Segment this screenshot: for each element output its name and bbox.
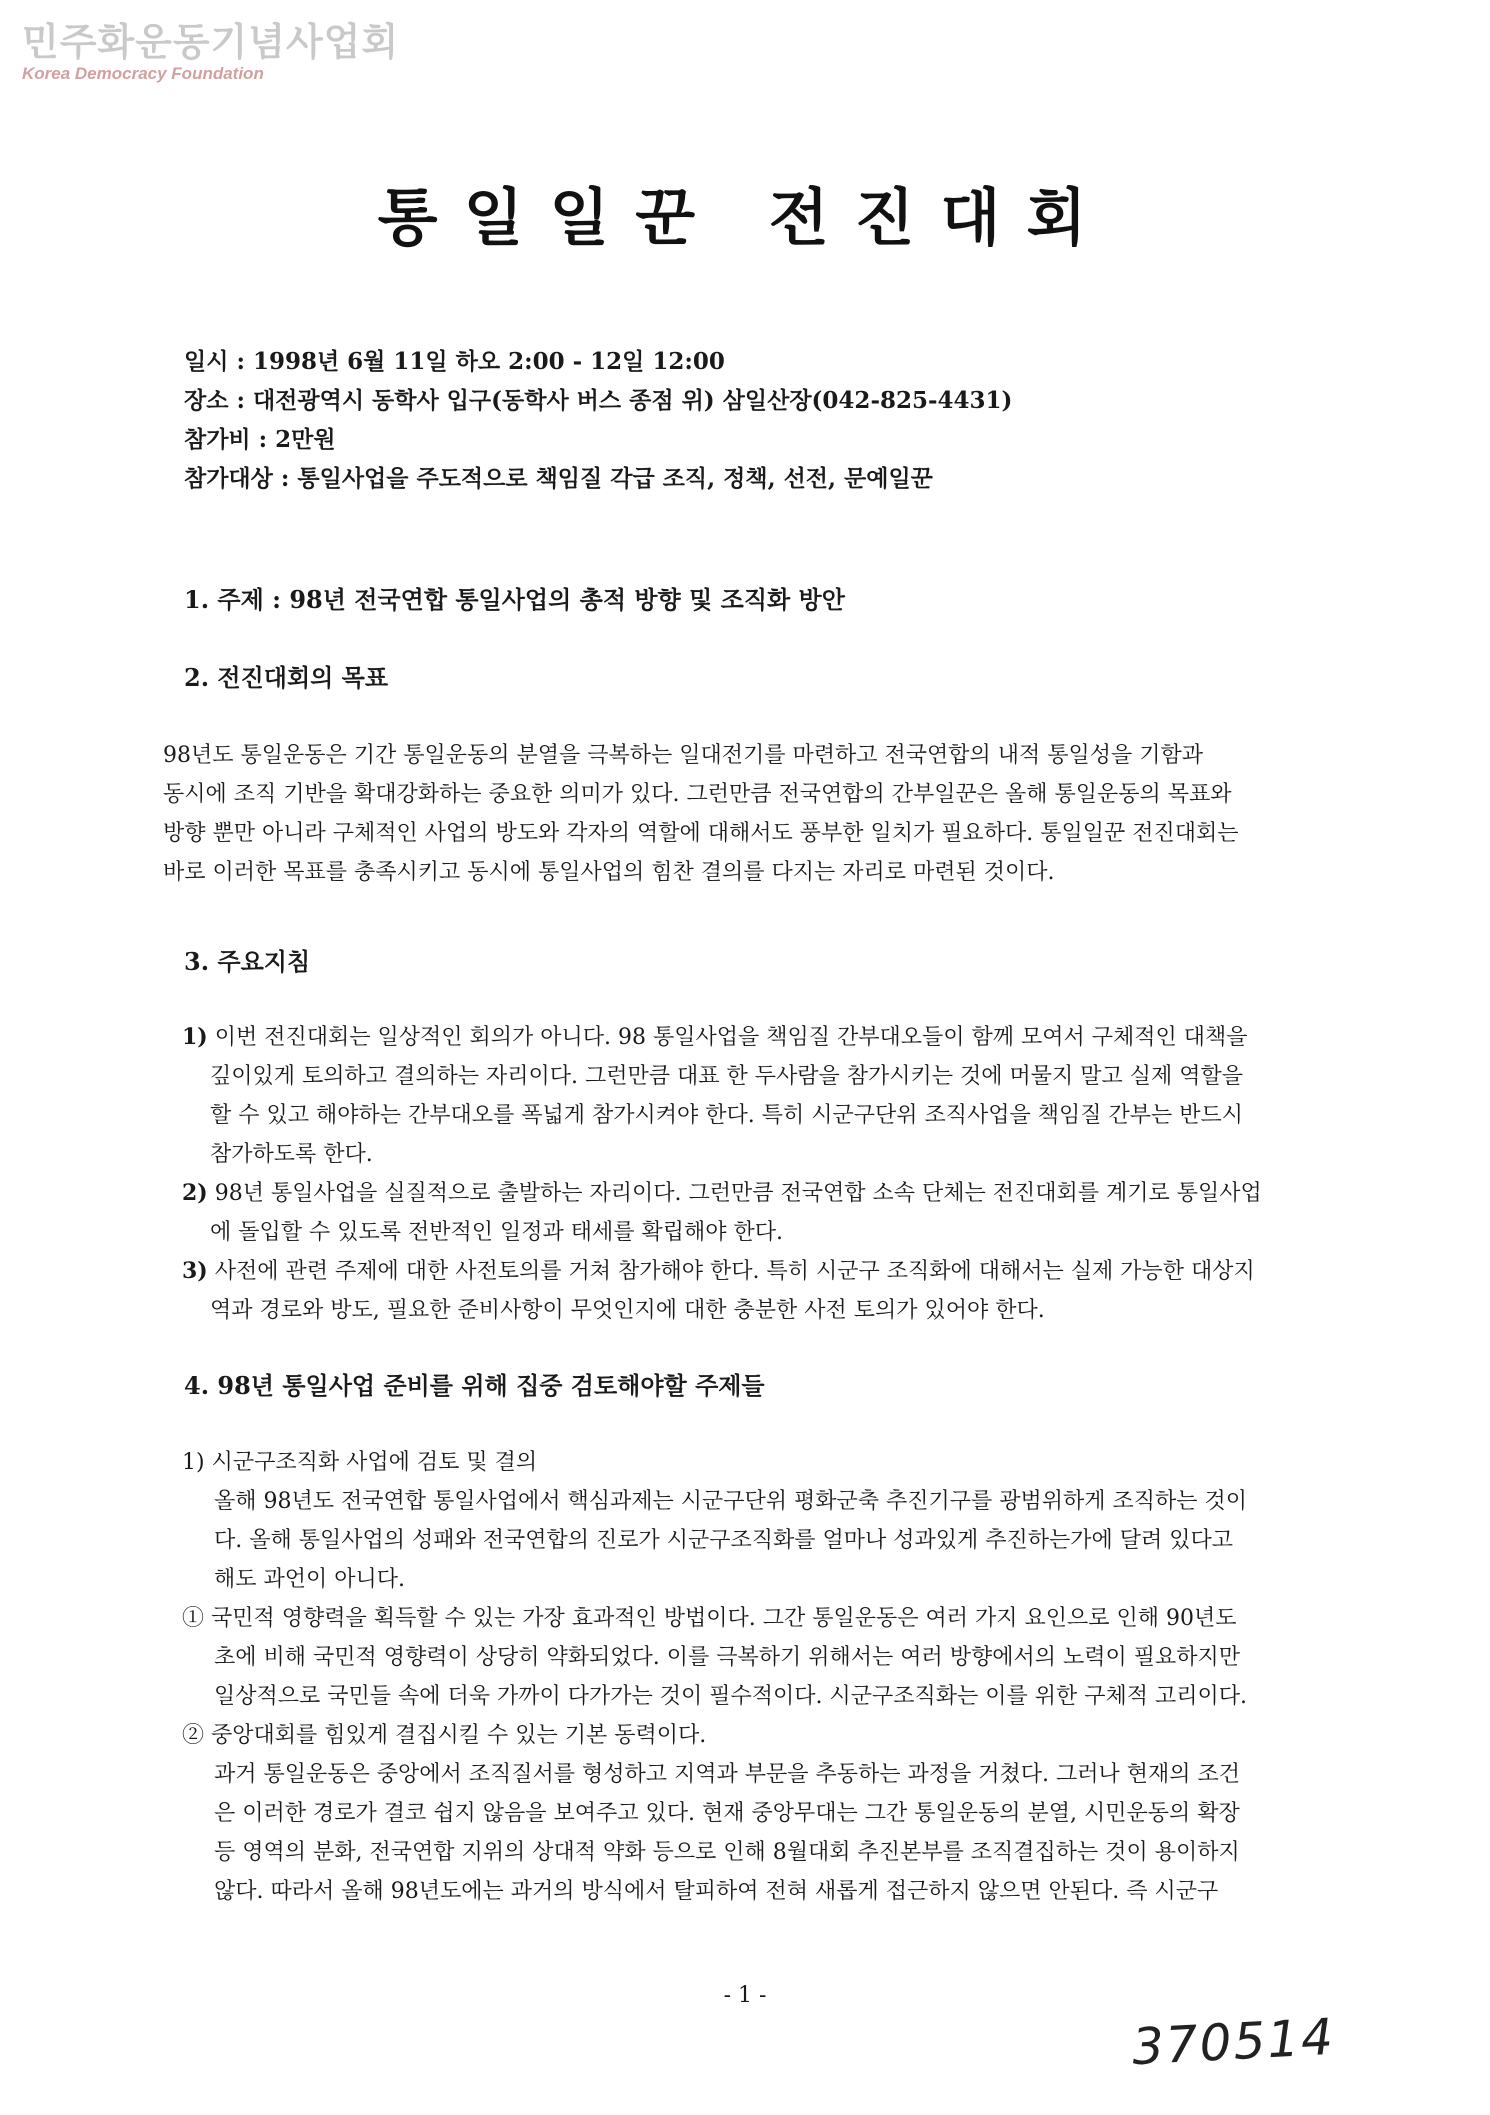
guideline-line: 역과 경로와 방도, 필요한 준비사항이 무엇인지에 대한 충분한 사전 토의가 있어야 한다.: [210, 1298, 1045, 1323]
circle-2-line: 과거 통일운동은 중앙에서 조직질서를 형성하고 지역과 부문을 추동하는 과정을 거쳤다. 그러나 현재의 조건: [214, 1762, 1241, 1787]
guideline-number: 2): [182, 1180, 208, 1206]
guideline-line: 이번 전진대회는 일상적인 회의가 아니다. 98 통일사업을 책임질 간부대오들이 함께 모여서 구체적인 대책을: [214, 1025, 1248, 1050]
topic-1-line: 다. 올해 통일사업의 성패와 전국연합의 진로가 시군구조직화를 얼마나 성과있게 추진하는가에 달려 있다고: [214, 1528, 1234, 1553]
goal-line: 바로 이러한 목표를 충족시키고 동시에 통일사업의 힘찬 결의를 다지는 자리로 마련된 것이다.: [163, 860, 1055, 885]
goal-line: 동시에 조직 기반을 확대강화하는 중요한 의미가 있다. 그런만큼 전국연합의 간부일꾼은 올해 통일운동의 목표와: [163, 782, 1232, 807]
info-place: 장소 : 대전광역시 동학사 입구(동학사 버스 종점 위) 삼일산장(042-825-4431): [184, 387, 1013, 414]
watermark-english: Korea Democracy Foundation: [22, 64, 264, 83]
topic-1-line: 올해 98년도 전국연합 통일사업에서 핵심과제는 시군구단위 평화군축 추진기구를 광범위하게 조직하는 것이: [214, 1489, 1248, 1514]
circle-2-line: 등 영역의 분화, 전국연합 지위의 상대적 약화 등으로 인해 8월대회 추진본부를 조직결집하는 것이 용이하지: [214, 1840, 1240, 1865]
document-title: 통일일꾼 전진대회: [377, 181, 1113, 254]
topic-1-heading: 1) 시군구조직화 사업에 검토 및 결의: [182, 1450, 538, 1475]
guideline-line: 깊이있게 토의하고 결의하는 자리이다. 그런만큼 대표 한 두사람을 참가시키는 것에 머물지 말고 실제 역할을: [210, 1064, 1243, 1089]
guideline-line: 할 수 있고 해야하는 간부대오를 폭넓게 참가시켜야 한다. 특히 시군구단위 조직사업을 책임질 간부는 반드시: [210, 1103, 1243, 1128]
section-2-heading: 2. 전진대회의 목표: [184, 663, 389, 692]
watermark-korean: 민주화운동기념사업회: [22, 20, 400, 64]
guideline-number: 1): [182, 1024, 208, 1050]
page-number: - 1 -: [723, 1983, 767, 2008]
guideline-line: 사전에 관련 주제에 대한 사전토의를 거쳐 참가해야 한다. 특히 시군구 조직화에 대해서는 실제 가능한 대상지: [214, 1259, 1255, 1284]
goal-line: 방향 뿐만 아니라 구체적인 사업의 방도와 각자의 역할에 대해서도 풍부한 일치가 필요하다. 통일일꾼 전진대회는: [163, 821, 1239, 846]
watermark-logo: [22, 20, 399, 84]
goal-line: 98년도 통일운동은 기간 통일운동의 분열을 극복하는 일대전기를 마련하고 전국연합의 내적 통일성을 기함과: [163, 743, 1204, 768]
guideline-line: 98년 통일사업을 실질적으로 출발하는 자리이다. 그런만큼 전국연합 소속 단체는 전진대회를 계기로 통일사업: [214, 1181, 1262, 1206]
handwritten-archive-number: 370514: [1130, 2007, 1337, 2077]
circle-2-heading: ② 중앙대회를 힘있게 결집시킬 수 있는 기본 동력이다.: [182, 1723, 707, 1748]
guideline-line: 에 돌입할 수 있도록 전반적인 일정과 태세를 확립해야 한다.: [210, 1220, 783, 1245]
guideline-item-1: [182, 1018, 1322, 1174]
guideline-line: 참가하도록 한다.: [210, 1142, 373, 1167]
circle-1-line: 일상적으로 국민들 속에 더욱 가까이 다가가는 것이 필수적이다. 시군구조직화는 이를 위한 구체적 고리이다.: [214, 1684, 1247, 1709]
circle-2-line: 은 이러한 경로가 결코 쉽지 않음을 보여주고 있다. 현재 중앙무대는 그간 통일운동의 분열, 시민운동의 확장: [214, 1801, 1240, 1826]
info-fee: 참가비 : 2만원: [184, 426, 336, 453]
info-date: 일시 : 1998년 6월 11일 하오 2:00 - 12일 12:00: [184, 348, 725, 375]
guideline-item-2: [182, 1174, 1322, 1252]
event-info: [184, 342, 1012, 498]
circle-1-line: 초에 비해 국민적 영향력이 상당히 약화되었다. 이를 극복하기 위해서는 여러 방향에서의 노력이 필요하지만: [214, 1645, 1241, 1670]
topics-list: [182, 1443, 1322, 1911]
topic-1-line: 해도 과언이 아니다.: [214, 1567, 405, 1592]
info-target: 참가대상 : 통일사업을 주도적으로 책임질 각급 조직, 정책, 선전, 문예일꾼: [184, 465, 933, 492]
section-1-heading: 1. 주제 : 98년 전국연합 통일사업의 총적 방향 및 조직화 방안: [184, 585, 845, 614]
circle-1-line: ① 국민적 영향력을 획득할 수 있는 가장 효과적인 방법이다. 그간 통일운동은 여러 가지 요인으로 인해 90년도: [182, 1606, 1237, 1631]
section-3-heading: 3. 주요지침: [184, 947, 311, 976]
guideline-number: 3): [182, 1258, 208, 1284]
circle-2-line: 않다. 따라서 올해 98년도에는 과거의 방식에서 탈피하여 전혀 새롭게 접근하지 않으면 안된다. 즉 시군구: [214, 1879, 1219, 1904]
guideline-item-3: [182, 1252, 1322, 1330]
section-4-heading: 4. 98년 통일사업 준비를 위해 집중 검토해야할 주제들: [184, 1371, 765, 1400]
goal-paragraph: [163, 736, 1313, 892]
